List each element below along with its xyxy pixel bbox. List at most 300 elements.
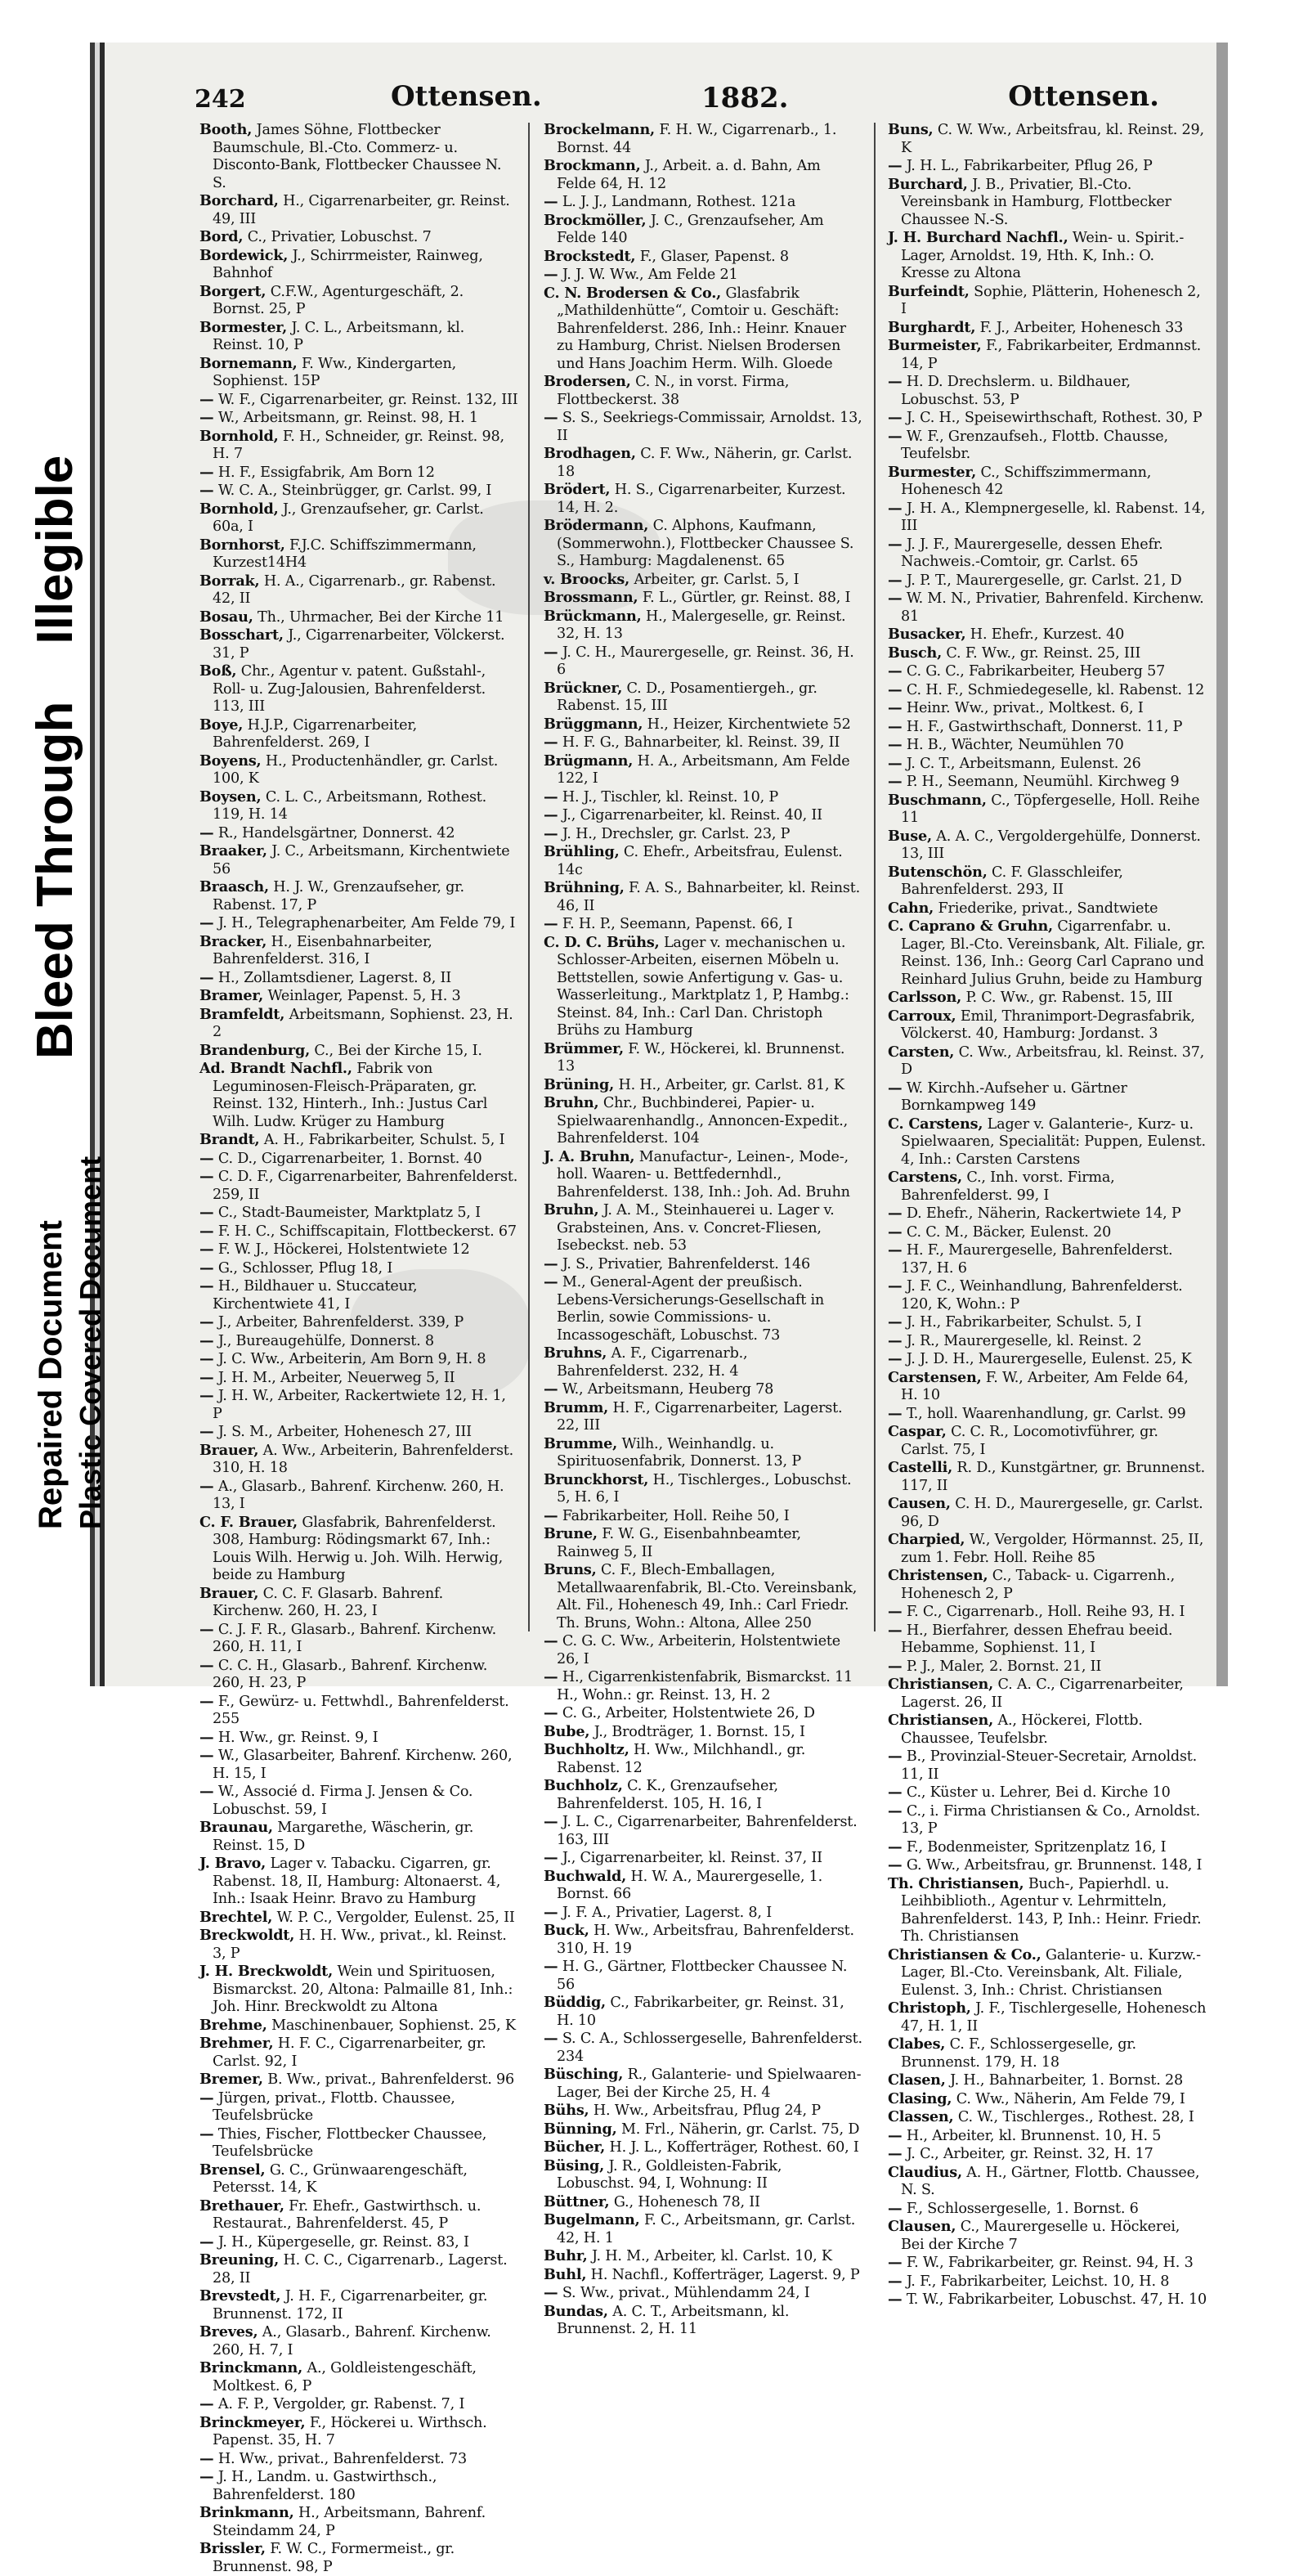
directory-entry xyxy=(199,2071,518,2089)
directory-entry xyxy=(544,1399,862,1435)
directory-entry xyxy=(544,1704,862,1723)
directory-entry xyxy=(888,500,1207,536)
directory-entry xyxy=(544,716,862,734)
entry-details: J. H., Fabrikarbeiter, Schulst. 5, I xyxy=(906,1314,1142,1331)
entry-name: Boß, xyxy=(199,662,237,680)
entry-name: Bornhold, xyxy=(199,427,279,445)
directory-entry xyxy=(199,2504,518,2540)
entry-name: Brodhagen, xyxy=(544,445,636,462)
entry-name: Breves, xyxy=(199,2323,258,2340)
entry-details: C., i. Firma Christiansen & Co., Arnoldst. 13, P xyxy=(901,1802,1200,1837)
entry-name: — xyxy=(199,1692,214,1710)
directory-entry xyxy=(199,1585,518,1621)
entry-details: J. B., Privatier, Bl.-Cto. Vereinsbank in Hamburg, Flottbecker Chaussee N.-S. xyxy=(901,176,1171,228)
directory-entry xyxy=(888,1946,1207,2000)
directory-entry xyxy=(888,1676,1207,1712)
entry-name: — xyxy=(199,1783,214,1800)
entry-details: H., Arbeitsmann, Bahrenf. Steindamm 24, P xyxy=(213,2505,486,2539)
entry-details: J. H. L., Fabrikarbeiter, Pflug 26, P xyxy=(906,158,1153,174)
directory-entry xyxy=(199,1131,518,1150)
entry-details: F. W., Arbeiter, Am Felde 64, H. 10 xyxy=(901,1369,1189,1403)
entry-name: Büsching, xyxy=(544,2066,624,2083)
entry-details: Lager v. mechanischen u. Schlosser-Arbeiten, eisernen Möbeln u. Bettstellen, sowie Anfertigung v. Gas- u. Wasserleitung., Marktplatz 1, P, Hambg.: Steinst. 84, Inh.: Carl Dan. Christoph Brühs zu Hamburg xyxy=(557,934,849,1039)
directory-entry xyxy=(199,482,518,500)
entry-name: — xyxy=(199,1656,214,1674)
entry-details: H., Cigarrenarbeiter, gr. Reinst. 49, III xyxy=(213,193,510,227)
entry-name: Carroux, xyxy=(888,1007,956,1025)
entry-details: R. D., Kunstgärtner, gr. Brunnenst. 117, II xyxy=(901,1460,1205,1494)
entry-details: A., Glasarb., Bahrenf. Kirchenw. 260, H. 13, I xyxy=(213,1478,504,1512)
entry-details: J. H. F., Cigarrenarbeiter, gr. Brunnenst. 172, II xyxy=(213,2288,488,2322)
directory-entry xyxy=(199,662,518,716)
entry-details: W. F., Cigarrenarbeiter, gr. Reinst. 132, III xyxy=(217,391,518,408)
entry-name: Clabes, xyxy=(888,2035,946,2053)
entry-name: Breckwoldt, xyxy=(199,1927,295,1944)
directory-entry xyxy=(199,1927,518,1963)
entry-name: Borgert, xyxy=(199,282,267,300)
entry-name: Brossmann, xyxy=(544,589,638,606)
directory-entry xyxy=(199,319,518,355)
entry-details: H. H., Arbeiter, gr. Carlst. 81, K xyxy=(618,1076,844,1093)
entry-details: H. B., Wächter, Neumühlen 70 xyxy=(906,737,1124,753)
entry-details: J. H. M., Arbeiter, kl. Carlst. 10, K xyxy=(591,2248,832,2264)
directory-entry xyxy=(544,2120,862,2139)
directory-entry xyxy=(199,2017,518,2035)
entry-name: Brüning, xyxy=(544,1075,615,1093)
entry-details: Glasfabrik „Mathildenhütte“, Comtoir u. Geschäft: Bahrenfelderst. 286, Inh.: Heinr. Knauer zu Hamburg, Christ. Nielsen Brodersen und Hans Joachim Herm. Wilh. Gloede xyxy=(557,285,846,372)
entry-details: F. W. J., Höckerei, Holstentwiete 12 xyxy=(217,1241,470,1258)
entry-details: H. F., Essigfabrik, Am Born 12 xyxy=(217,464,435,481)
entry-name: Classen, xyxy=(888,2108,954,2125)
entry-details: H. J. W., Grenzaufseher, gr. Rabenst. 17, P xyxy=(213,879,464,913)
page-header xyxy=(195,80,1208,118)
entry-name: Büsing, xyxy=(544,2156,605,2174)
entry-details: W. P. C., Vergolder, Eulenst. 25, II xyxy=(276,1909,515,1926)
entry-name: — xyxy=(544,788,558,806)
entry-name: — xyxy=(199,2233,214,2251)
directory-entry xyxy=(544,589,862,608)
directory-entry xyxy=(544,1777,862,1813)
directory-entry xyxy=(544,157,862,193)
directory-entry xyxy=(888,1784,1207,1802)
entry-name: — xyxy=(544,1254,558,1272)
directory-entry xyxy=(544,1994,862,2030)
entry-details: J. C., Arbeitsmann, Kirchentwiete 56 xyxy=(213,843,510,877)
entry-details: W., Arbeitsmann, gr. Reinst. 98, H. 1 xyxy=(217,410,478,426)
directory-entry xyxy=(199,1223,518,1241)
directory-entry xyxy=(544,212,862,248)
directory-entry xyxy=(888,2090,1207,2109)
entry-name: — xyxy=(199,1241,214,1258)
entry-name: Charpied, xyxy=(888,1531,965,1548)
entry-name: Buns, xyxy=(888,121,934,138)
entry-name: — xyxy=(888,409,903,426)
directory-entry xyxy=(199,842,518,878)
directory-entry xyxy=(888,699,1207,718)
entry-details: Glasfabrik, Bahrenfelderst. 308, Hamburg: Rödingsmarkt 67, Inh.: Louis Wilh. Herwig u. Joh. Wilh. Herwig, beide zu Hamburg xyxy=(213,1514,504,1583)
entry-details: J. H. A., Klempnergeselle, kl. Rabenst. 14, III xyxy=(901,500,1206,534)
entry-name: — xyxy=(199,1477,214,1495)
entry-details: F. W. C., Formermeist., gr. Brunnenst. 98, P xyxy=(213,2541,455,2575)
entry-details: F. C., Cigarrenarb., Holl. Reihe 93, H. I xyxy=(906,1604,1185,1620)
entry-name: — xyxy=(888,1404,903,1422)
directory-entry xyxy=(544,2157,862,2193)
directory-entry xyxy=(888,918,1207,989)
directory-column-1 xyxy=(199,121,518,2575)
entry-name: Buse, xyxy=(888,827,932,845)
directory-entry xyxy=(544,806,862,825)
directory-entry xyxy=(544,1201,862,1255)
directory-entry xyxy=(888,373,1207,409)
entry-details: C., Küster u. Lehrer, Bei d. Kirche 10 xyxy=(906,1784,1171,1801)
directory-entry xyxy=(888,2273,1207,2291)
entry-name: — xyxy=(199,463,214,481)
entry-details: J., Grenzaufseher, gr. Carlst. 60a, I xyxy=(213,500,484,535)
entry-details: C. G. C., Fabrikarbeiter, Heuberg 57 xyxy=(906,663,1166,680)
entry-details: W., Glasarbeiter, Bahrenf. Kirchenw. 260, H. 15, I xyxy=(213,1748,513,1782)
directory-entry xyxy=(199,2468,518,2504)
repaired-document-label: Repaired Document xyxy=(33,1220,69,1529)
directory-entry xyxy=(199,1042,518,1061)
entry-name: Brauer, xyxy=(199,1441,259,1459)
directory-entry xyxy=(199,608,518,627)
directory-entry xyxy=(888,1999,1207,2035)
directory-entry xyxy=(888,1241,1207,1277)
entry-name: Brunckhorst, xyxy=(544,1470,649,1488)
entry-name: Bruhns, xyxy=(544,1344,607,1362)
entry-details: J. C. H., Speisewirthschaft, Rothest. 30, P xyxy=(906,410,1203,426)
entry-details: Buch-, Papierhdl. u. Leihbiblioth., Agentur v. Lehrmitteln, Bahrenfelderst. 143, P, Inh.: Heinr. Friedr. Th. Christiansen xyxy=(901,1875,1202,1945)
directory-entry xyxy=(199,2251,518,2287)
entry-name: — xyxy=(888,1313,903,1331)
directory-entry xyxy=(888,1313,1207,1332)
entry-details: F., Höckerei u. Wirthsch. Papenst. 35, H. 7 xyxy=(213,2414,487,2448)
entry-name: — xyxy=(199,1423,214,1440)
entry-details: J. C. H., Maurergeselle, gr. Reinst. 36, H. 6 xyxy=(557,644,854,678)
entry-details: H. Ww., gr. Reinst. 9, I xyxy=(217,1729,379,1746)
entry-details: James Söhne, Flottbecker Baumschule, Bl.-Cto. Commerz- u. Disconto-Bank, Flottbecker Chaussee N. S. xyxy=(213,122,502,191)
entry-details: H., Tischlerges., Lobuschst. 5, H. 6, I xyxy=(557,1471,852,1506)
directory-entry xyxy=(888,755,1207,774)
directory-entry xyxy=(544,2211,862,2247)
entry-details: F., Bodenmeister, Spritzenplatz 16, I xyxy=(906,1838,1167,1856)
entry-details: J. F. C., Weinhandlung, Bahrenfelderst. 120, K, Wohn.: P xyxy=(901,1278,1183,1313)
directory-entry xyxy=(199,1729,518,1748)
directory-entry xyxy=(888,644,1207,663)
entry-name: Brandenburg, xyxy=(199,1041,311,1059)
directory-entry xyxy=(199,1332,518,1351)
directory-entry xyxy=(888,1079,1207,1115)
entry-details: Margarethe, Wäscherin, gr. Reinst. 15, D xyxy=(213,1820,474,1854)
entry-name: — xyxy=(888,1838,903,1856)
directory-entry xyxy=(888,773,1207,792)
entry-name: Claudius, xyxy=(888,2163,962,2181)
entry-name: Brandt, xyxy=(199,1131,260,1148)
entry-name: Causen, xyxy=(888,1495,951,1512)
entry-details: D. Ehefr., Näherin, Rackertwiete 14, P xyxy=(906,1205,1181,1222)
directory-entry xyxy=(544,266,862,285)
entry-details: F., Gewürz- u. Fettwhdl., Bahrenfelderst. 255 xyxy=(213,1693,509,1727)
entry-name: Christiansen, xyxy=(888,1712,994,1729)
entry-name: — xyxy=(888,2126,903,2144)
entry-details: J. H., Landm. u. Gastwirthsch., Bahrenfelderst. 180 xyxy=(213,2469,437,2503)
directory-entry xyxy=(199,536,518,572)
entry-details: H. J., Tischler, kl. Reinst. 10, P xyxy=(562,788,779,806)
directory-entry xyxy=(888,2200,1207,2219)
entry-name: — xyxy=(888,499,903,517)
entry-name: — xyxy=(544,1380,558,1398)
entry-name: Brühling, xyxy=(544,843,620,860)
entry-name: Brockmöller, xyxy=(544,211,647,229)
entry-name: — xyxy=(888,1603,903,1620)
entry-details: Lager v. Galanterie-, Kurz- u. Spielwaaren, Specialität: Puppen, Eulenst. 4, Inh.: Carsten Carstens xyxy=(901,1115,1206,1168)
directory-entry xyxy=(888,121,1207,157)
entry-name: Brödert, xyxy=(544,481,611,498)
entry-details: C. F., Blech-Emballagen, Metallwaarenfabrik, Bl.-Cto. Vereinsbank, Alt. Fil., Hohenesch 49, Inh.: Carl Friedr. Th. Bruns, Wohn.: Altona, Allee 250 xyxy=(557,1562,858,1631)
entry-details: F.J.C. Schiffszimmermann, Kurzest14H4 xyxy=(213,536,477,571)
entry-name: Brüggmann, xyxy=(544,715,643,733)
directory-entry xyxy=(199,987,518,1006)
entry-name: Bornhorst, xyxy=(199,536,285,554)
entry-name: — xyxy=(199,1368,214,1386)
entry-details: J., Cigarrenarbeiter, kl. Reinst. 40, II xyxy=(562,807,822,824)
entry-details: M. Frl., Näherin, gr. Carlst. 75, D xyxy=(620,2120,860,2138)
entry-name: — xyxy=(888,1856,903,1874)
entry-name: — xyxy=(544,1813,558,1830)
entry-name: — xyxy=(544,1903,558,1921)
entry-details: H. Ww., Milchhandl., gr. Rabenst. 12 xyxy=(557,1742,806,1776)
entry-name: — xyxy=(199,1620,214,1638)
directory-entry xyxy=(199,572,518,608)
directory-entry xyxy=(199,1478,518,1514)
entry-name: — xyxy=(544,806,558,824)
directory-entry xyxy=(888,1205,1207,1223)
entry-details: G. Ww., Arbeitsfrau, gr. Brunnenst. 148, I xyxy=(906,1857,1203,1874)
entry-name: Bornemann, xyxy=(199,354,298,372)
entry-details: A., Höckerei, Flottb. Chaussee, Teufelsbr. xyxy=(901,1712,1143,1747)
entry-details: C., Bei der Kirche 15, I. xyxy=(314,1042,482,1059)
directory-entry xyxy=(199,1423,518,1442)
entry-name: Borrak, xyxy=(199,572,260,590)
directory-entry xyxy=(888,1459,1207,1495)
entry-name: Brumm, xyxy=(544,1398,609,1416)
entry-details: J. S. M., Arbeiter, Hohenesch 27, III xyxy=(217,1424,472,1440)
directory-entry xyxy=(888,319,1207,338)
directory-entry xyxy=(888,1531,1207,1567)
entry-name: Bugelmann, xyxy=(544,2211,640,2228)
directory-entry xyxy=(199,2125,518,2161)
directory-entry xyxy=(199,1369,518,1388)
directory-entry xyxy=(544,843,862,879)
entry-details: F. L., Gürtler, gr. Reinst. 88, I xyxy=(642,590,851,606)
entry-details: J. F., Fabrikarbeiter, Leichst. 10, H. 8 xyxy=(906,2273,1170,2290)
entry-name: Brehme, xyxy=(199,2016,267,2034)
directory-entry xyxy=(888,1856,1207,1875)
entry-details: J. C., Arbeiter, gr. Reinst. 32, H. 17 xyxy=(906,2146,1153,2162)
entry-details: C. D., Cigarrenarbeiter, 1. Bornst. 40 xyxy=(217,1150,482,1167)
entry-name: Bracker, xyxy=(199,932,267,950)
year-header: 1882. xyxy=(701,82,789,114)
entry-details: F. H. P., Seemann, Papenst. 66, I xyxy=(562,916,793,932)
directory-entry xyxy=(199,1819,518,1855)
entry-details: P. C. Ww., gr. Rabenst. 15, III xyxy=(965,990,1173,1006)
entry-details: H., Bildhauer u. Stuccateur, Kirchentwiete 41, I xyxy=(213,1278,418,1313)
entry-details: C. K., Grenzaufseher, Bahrenfelderst. 105, H. 16, I xyxy=(557,1778,778,1812)
entry-name: — xyxy=(888,1621,903,1639)
entry-name: Carstens, xyxy=(888,1169,962,1186)
entry-details: H. F. G., Bahnarbeiter, kl. Reinst. 39, II xyxy=(562,734,840,751)
plastic-covered-label: Plastic Covered Document xyxy=(74,1156,107,1529)
entry-name: Cahn, xyxy=(888,899,934,917)
entry-details: J., Arbeiter, Bahrenfelderst. 339, P xyxy=(217,1314,464,1331)
directory-entry xyxy=(199,428,518,464)
column-divider xyxy=(874,123,876,1631)
entry-name: Bruhn, xyxy=(544,1094,599,1111)
directory-entry xyxy=(544,680,862,716)
entry-details: J. L. C., Cigarrenarbeiter, Bahrenfelderst. 163, III xyxy=(557,1814,858,1848)
directory-entry xyxy=(199,2540,518,2576)
entry-name: Breuning, xyxy=(199,2251,280,2269)
entry-details: J., Schirrmeister, Rainweg, Bahnhof xyxy=(213,247,483,281)
entry-name: v. Broocks, xyxy=(544,570,630,588)
entry-name: — xyxy=(888,699,903,716)
entry-details: J., Cigarrenarbeiter, Völckerst. 31, P xyxy=(213,627,505,662)
entry-details: C. N., in vorst. Firma, Flottbeckerst. 38 xyxy=(557,374,790,408)
directory-entry xyxy=(544,2102,862,2120)
directory-entry xyxy=(544,825,862,844)
directory-entry xyxy=(199,355,518,391)
entry-name: Bücher, xyxy=(544,2138,606,2156)
directory-entry xyxy=(544,373,862,409)
entry-details: J. H., Küpergeselle, gr. Reinst. 83, I xyxy=(217,2233,469,2251)
entry-details: C. W. Ww., Arbeitsfrau, kl. Reinst. 29, K xyxy=(901,122,1204,156)
entry-name: — xyxy=(888,1079,903,1097)
directory-entry xyxy=(199,228,518,247)
directory-entry xyxy=(544,734,862,752)
entry-name: Carlsson, xyxy=(888,989,962,1006)
entry-details: S. Ww., privat., Mühlendamm 24, I xyxy=(562,2285,810,2301)
entry-details: J. F., Tischlergeselle, Hohenesch 47, H. 1, II xyxy=(901,2000,1207,2035)
entry-details: H., Productenhändler, gr. Carlst. 100, K xyxy=(213,752,499,787)
entry-name: — xyxy=(199,1204,214,1221)
entry-name: — xyxy=(544,193,558,210)
directory-entry xyxy=(544,1435,862,1471)
directory-entry xyxy=(199,1442,518,1478)
entry-name: Butenschön, xyxy=(888,863,988,881)
entry-details: C. C. F. Glasarb. Bahrenf. Kirchenw. 260, H. 23, I xyxy=(213,1585,444,1619)
entry-details: Arbeiter, gr. Carlst. 5, I xyxy=(634,571,800,588)
entry-details: J. C. L., Arbeitsmann, kl. Reinst. 10, P xyxy=(213,319,465,353)
directory-entry xyxy=(544,1471,862,1507)
entry-name: J. A. Bruhn, xyxy=(544,1147,635,1165)
entry-details: Wein und Spirituosen, Bismarckst. 20, Altona: Palmaille 81, Inh.: Joh. Hinr. Breckwoldt zu Altona xyxy=(213,1963,513,2015)
entry-name: Brodersen, xyxy=(544,373,631,390)
directory-entry xyxy=(888,157,1207,176)
entry-details: H. Ww., Arbeitsfrau, Bahrenfelderst. 310, H. 19 xyxy=(557,1923,854,1957)
entry-details: H. F., Gastwirthschaft, Donnerst. 11, P xyxy=(906,718,1183,735)
entry-name: Bruhn, xyxy=(544,1201,599,1218)
entry-name: — xyxy=(199,1728,214,1746)
entry-name: — xyxy=(888,571,903,589)
directory-entry xyxy=(888,828,1207,864)
directory-entry xyxy=(544,481,862,517)
entry-name: Brümmer, xyxy=(544,1039,624,1057)
entry-details: J. P. T., Maurergeselle, gr. Carlst. 21, D xyxy=(906,572,1182,589)
entry-details: C. D., Posamentiergeh., gr. Rabenst. 15, III xyxy=(557,680,818,714)
entry-details: C. H. D., Maurergeselle, gr. Carlst. 96, D xyxy=(901,1496,1203,1530)
entry-details: R., Galanterie- und Spielwaaren-Lager, Bei der Kirche 25, H. 4 xyxy=(557,2067,862,2101)
entry-details: Heinr. Ww., privat., Moltkest. 6, I xyxy=(906,700,1144,716)
entry-details: C. Ww., Arbeitsfrau, kl. Reinst. 37, D xyxy=(901,1043,1205,1078)
entry-details: C., Inh. vorst. Firma, Bahrenfelderst. 99, I xyxy=(901,1169,1115,1204)
directory-entry xyxy=(199,1387,518,1423)
directory-entry xyxy=(544,248,862,267)
entry-name: Burfeindt, xyxy=(888,282,970,300)
entry-name: Caspar, xyxy=(888,1423,947,1440)
directory-entry xyxy=(199,969,518,988)
entry-name: Bube, xyxy=(544,1722,590,1740)
entry-details: P. H., Seemann, Neumühl. Kirchweg 9 xyxy=(906,774,1180,790)
directory-entry xyxy=(199,1963,518,2017)
entry-name: Bundas, xyxy=(544,2302,608,2320)
directory-entry xyxy=(544,1813,862,1849)
entry-details: Fr. Ehefr., Gastwirthsch. u. Restaurat., Bahrenfelderst. 45, P xyxy=(213,2197,482,2232)
entry-details: G., Schlosser, Pflug 18, I xyxy=(217,1259,393,1277)
entry-details: H. Ehefr., Kurzest. 40 xyxy=(970,626,1125,643)
directory-entry xyxy=(888,736,1207,755)
directory-entry xyxy=(199,1006,518,1042)
entry-name: — xyxy=(199,914,214,931)
directory-entry xyxy=(888,2035,1207,2071)
entry-details: H., Eisenbahnarbeiter, Bahrenfelderst. 316, I xyxy=(213,933,432,967)
entry-name: — xyxy=(888,680,903,698)
entry-name: — xyxy=(544,1632,558,1649)
entry-name: Christiansen, xyxy=(888,1676,994,1693)
directory-entry xyxy=(544,285,862,374)
directory-entry xyxy=(544,1958,862,1994)
entry-name: — xyxy=(199,1331,214,1349)
directory-entry xyxy=(199,1621,518,1657)
directory-entry xyxy=(888,1838,1207,1857)
entry-details: H. Ww., Arbeitsfrau, Pflug 24, P xyxy=(593,2103,821,2119)
entry-details: C. J. F. R., Glasarb., Bahrenf. Kirchenw. 260, H. 11, I xyxy=(213,1621,496,1655)
entry-details: F., Schlossergeselle, 1. Bornst. 6 xyxy=(906,2200,1139,2217)
directory-entry xyxy=(888,1567,1207,1603)
directory-entry xyxy=(199,1909,518,1928)
entry-name: — xyxy=(199,1259,214,1277)
directory-entry xyxy=(888,1008,1207,1043)
entry-name: Braasch, xyxy=(199,878,269,895)
entry-name: — xyxy=(888,2199,903,2217)
entry-details: S. S., Seekriegs-Commissair, Arnoldst. 13, II xyxy=(557,410,862,444)
directory-entry xyxy=(199,192,518,228)
entry-details: C. L. C., Arbeitsmann, Rothest. 119, H. 14 xyxy=(213,788,487,823)
directory-entry xyxy=(888,1369,1207,1405)
entry-details: J., Arbeit. a. d. Bahn, Am Felde 64, H. 12 xyxy=(557,158,821,192)
entry-details: Cigarrenfabr. u. Lager, Bl.-Cto. Vereinsbank, Alt. Filiale, gr. Reinst. 136, Inh.: Georg Carl Caprano und Reinhard Julius Gruhn, beide zu Hamburg xyxy=(901,918,1206,988)
entry-name: — xyxy=(888,1350,903,1367)
entry-name: — xyxy=(888,1241,903,1259)
entry-name: Castelli, xyxy=(888,1459,953,1476)
entry-name: — xyxy=(888,427,903,445)
entry-details: Jürgen, privat., Flottb. Chaussee, Teufelsbrücke xyxy=(213,2089,455,2124)
entry-details: F. H. W., Cigarrenarb., 1. Bornst. 44 xyxy=(557,122,837,156)
entry-name: Bord, xyxy=(199,228,244,245)
entry-name: Boyens, xyxy=(199,752,262,770)
entry-name: C. N. Brodersen & Co., xyxy=(544,284,722,302)
entry-name: Burmeister, xyxy=(888,337,982,354)
entry-details: J. H. M., Arbeiter, Neuerweg 5, II xyxy=(217,1369,455,1386)
